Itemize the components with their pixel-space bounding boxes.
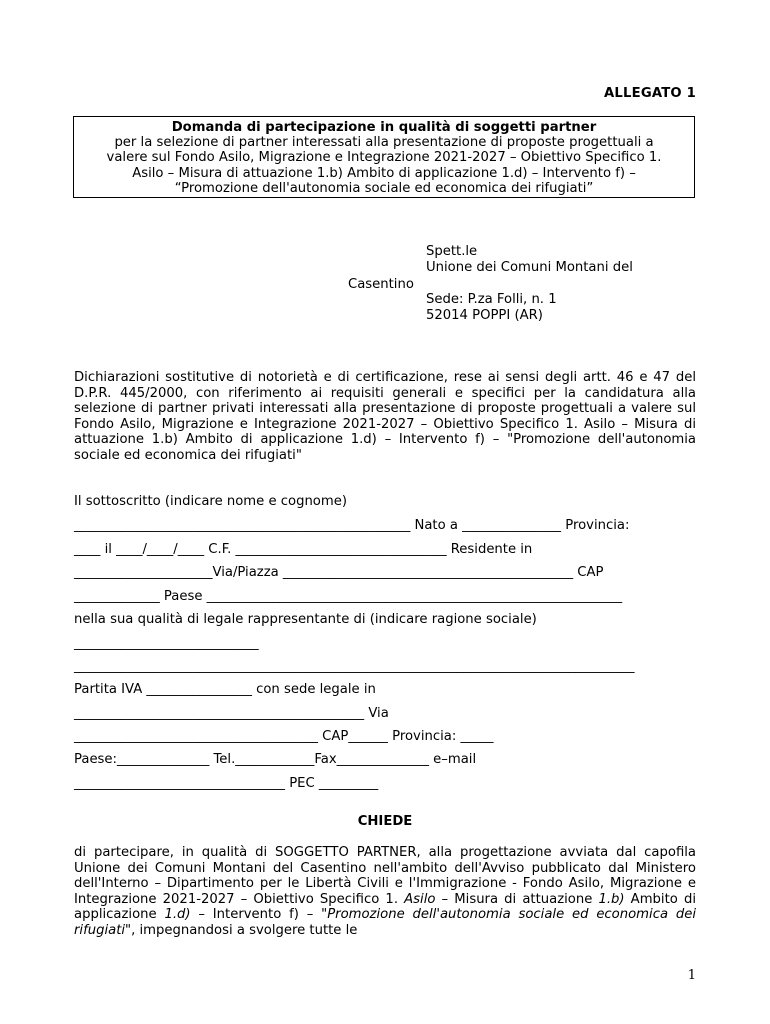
form-line-name-label: Il sottoscritto (indicare nome e cognome): [74, 494, 347, 509]
request-text-1: di partecipare, in qualità di SOGGETTO PARTNER, alla progettazione avviata dal capofila Unione dei Comuni Montani del Casentino nell'ambito dell'Avviso pubblicato dal Ministero dell'Interno – Dipartimento per le Libertà Civili e l'Immigrazione - Fondo Asilo, Migrazione e Integrazione 2021-2027 – Obiettivo Specifico 1.: [74, 845, 696, 907]
request-italic-ambito: 1.d): [164, 907, 191, 923]
request-italic-misura: 1.b): [598, 891, 625, 907]
recipient-union: Unione dei Comuni Montani del: [426, 260, 633, 275]
form-line-company-1: ____________________________: [74, 636, 259, 651]
request-paragraph: [74, 845, 696, 939]
request-text-2: – Misura di attuazione: [435, 891, 599, 907]
request-text-4: – Intervento f) – ": [190, 907, 328, 923]
form-line-vat: Partita IVA ________________ con sede legale in: [74, 682, 376, 697]
request-italic-asilo: Asilo: [404, 891, 436, 907]
recipient-casentino: Casentino: [348, 277, 414, 292]
form-line-contacts: Paese:______________ Tel.____________Fax______________ e–mail: [74, 752, 477, 767]
title-line-2: valere sul Fondo Asilo, Migrazione e Integrazione 2021-2027 – Obiettivo Specifico 1.: [106, 150, 662, 166]
form-line-cap: _____________________________________ CAP______ Provincia: _____: [74, 729, 494, 744]
form-line-street: ____________________________________________ Via: [74, 706, 389, 721]
allegato-label: ALLEGATO 1: [604, 86, 696, 101]
form-line-pec: ________________________________ PEC _________: [74, 776, 379, 791]
form-line-address: _____________________Via/Piazza ____________________________________________ CAP: [74, 565, 604, 580]
form-line-birth: ___________________________________________________ Nato a _______________ Provincia:: [74, 518, 630, 533]
form-line-country: _____________ Paese _______________________________________________________________: [74, 589, 623, 604]
form-line-dob-cf: ____ il ____/____/____ C.F. ________________________________ Residente in: [74, 542, 533, 557]
request-text-5: ", impegnandosi a svolgere tutte le: [125, 922, 358, 938]
form-line-role-label: nella sua qualità di legale rappresentante di (indicare ragione sociale): [74, 612, 537, 627]
title-line-3: Asilo – Misura di attuazione 1.b) Ambito di applicazione 1.d) – Intervento f) –: [132, 165, 636, 181]
recipient-sede: Sede: P.za Folli, n. 1: [426, 292, 557, 307]
request-italic-promozione: Promozione dell'autonomia sociale ed economica dei rifugiati: [74, 907, 696, 938]
title-heading: Domanda di partecipazione in qualità di soggetti partner: [171, 120, 597, 135]
recipient-city: 52014 POPPI (AR): [426, 308, 543, 323]
declaration-paragraph: Dichiarazioni sostitutive di notorietà e di certificazione, rese ai sensi degli artt. 46 e 47 del D.P.R. 445/2000, con riferimento ai requisiti generali e specifici per la candidatura alla selezione di partner privati interessati alla presentazione di proposte progettuali a valere sul Fondo Asilo, Migrazione e Integrazione 2021-2027 – Obiettivo Specifico 1. Asilo – Misura di attuazione 1.b) Ambito di applicazione 1.d) – Intervento f) – "Promozione dell'autonomia sociale ed economica dei rifugiati": [74, 370, 696, 463]
title-box: [73, 116, 695, 198]
recipient-block: [426, 244, 633, 276]
recipient-address: [426, 292, 557, 324]
form-line-company-2: _____________________________________________________________________________________: [74, 659, 635, 674]
request-text-3: Ambito di applicazione: [74, 891, 696, 923]
page-number: 1: [687, 968, 696, 983]
chiede-heading: CHIEDE: [357, 814, 413, 829]
recipient-spett: Spett.le: [426, 244, 478, 259]
title-line-4: “Promozione dell'autonomia sociale ed economica dei rifugiati”: [174, 180, 594, 196]
title-line-1: per la selezione di partner interessati alla presentazione di proposte progettuali a: [114, 135, 654, 151]
